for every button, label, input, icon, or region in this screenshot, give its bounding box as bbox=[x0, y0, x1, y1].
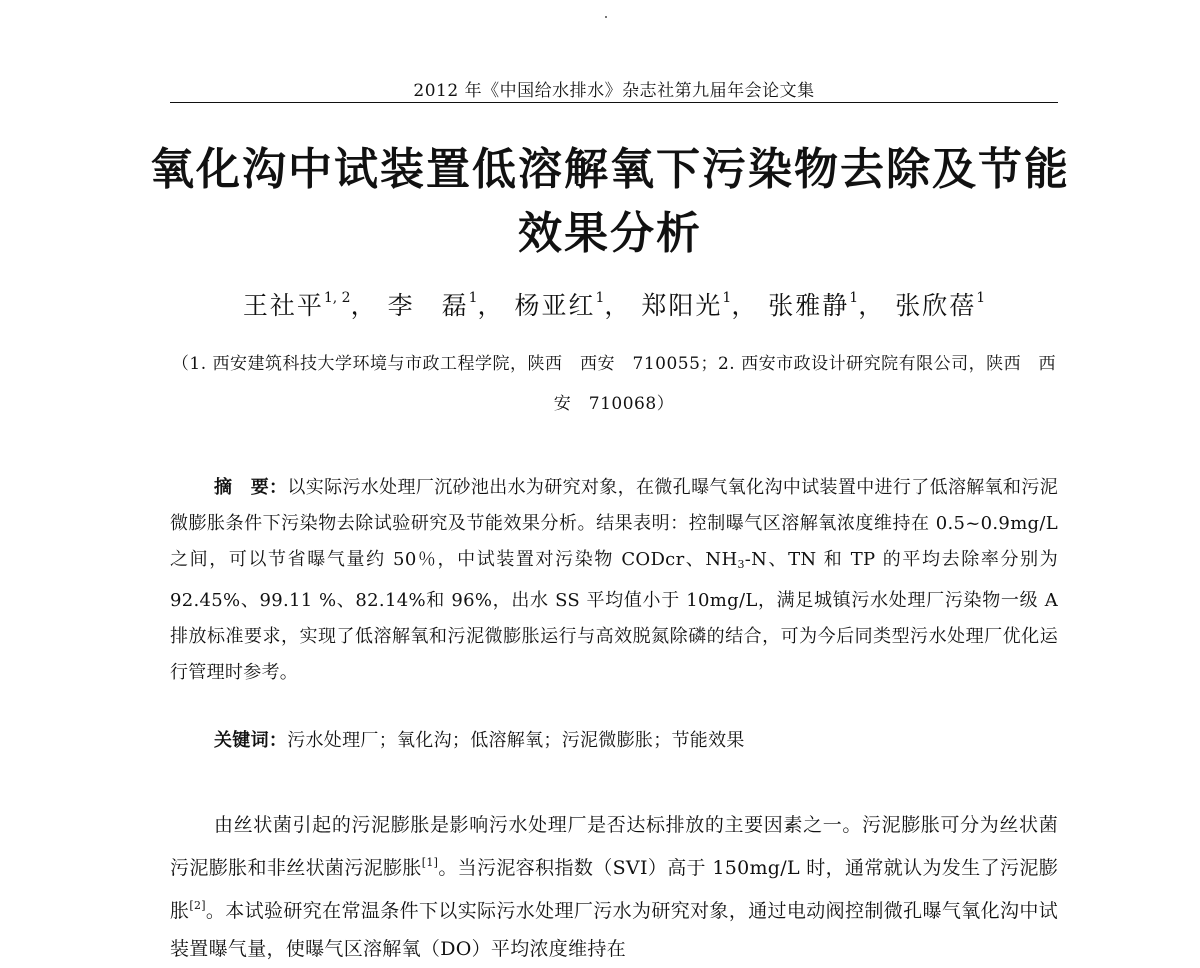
author-affil-sup: 1 bbox=[595, 290, 605, 306]
author-separator: ， bbox=[604, 291, 632, 320]
author-affil-sup: 1 bbox=[849, 290, 859, 306]
abstract-text: 以实际污水处理厂沉砂池出水为研究对象，在微孔曝气氧化沟中试装置中进行了低溶解氧和污泥微膨胀条件下污染物去除试验研究及节能效果分析。结果表明：控制曝气区溶解氧浓度维持在 0.5~0.9mg/L 之间，可以节省曝气量约 50％，中试装置对污染物 CODcr、NH bbox=[170, 477, 1058, 570]
author-separator: ， bbox=[477, 291, 505, 320]
author-name: 张欣蓓 bbox=[895, 291, 977, 320]
author-name: 张雅静 bbox=[768, 291, 850, 320]
author-affil-sup: 1, 2 bbox=[323, 290, 351, 306]
paper-title: 氧化沟中试装置低溶解氧下污染物去除及节能效果分析 bbox=[150, 144, 1070, 259]
body-paragraph bbox=[170, 806, 1058, 968]
keywords-label: 关键词： bbox=[214, 730, 288, 751]
keywords bbox=[214, 723, 1058, 759]
author-separator: ， bbox=[350, 291, 378, 320]
author-affil-sup: 1 bbox=[468, 290, 478, 306]
author-affil-sup: 1 bbox=[722, 290, 732, 306]
keywords-text: 污水处理厂；氧化沟；低溶解氧；污泥微膨胀；节能效果 bbox=[287, 730, 745, 751]
running-header: 2012 年《中国给水排水》杂志社第九届年会论文集 bbox=[413, 81, 815, 101]
scan-dot bbox=[605, 16, 607, 18]
body-text: 由丝状菌引起的污泥膨胀是影响污水处理厂是否达标排放的主要因素之一。污泥膨胀可分为丝状菌污泥膨胀和非丝状菌污泥膨胀 bbox=[170, 814, 1058, 879]
author-separator: ， bbox=[858, 291, 886, 320]
author-list bbox=[170, 286, 1058, 322]
header-rule bbox=[170, 102, 1058, 103]
body-text-cont: 。当污泥容积指数（SVI）高于 150mg/L 时，通常就认为发生了污泥膨胀 bbox=[170, 857, 1058, 922]
affiliation: （1. 西安建筑科技大学环境与市政工程学院，陕西 西安 710055；2. 西安市政设计研究院有限公司，陕西 西安 710068） bbox=[171, 354, 1057, 414]
author-separator: ， bbox=[731, 291, 759, 320]
citation: [2] bbox=[189, 899, 206, 912]
abstract-label: 摘 要： bbox=[214, 477, 288, 498]
author-name: 郑阳光 bbox=[641, 291, 723, 320]
body-text-cont: 。本试验研究在常温条件下以实际污水处理厂污水为研究对象，通过电动阀控制微孔曝气氧化沟中试装置曝气量，使曝气区溶解氧（DO）平均浓度维持在 bbox=[170, 900, 1058, 960]
citation: [1] bbox=[421, 856, 439, 869]
author-name: 王社平 bbox=[242, 291, 324, 320]
author-name: 杨亚红 bbox=[514, 291, 596, 320]
author-affil-sup: 1 bbox=[976, 290, 986, 306]
author-name: 李 磊 bbox=[387, 291, 469, 320]
abstract bbox=[170, 470, 1058, 691]
abstract-text-cont: -N、TN 和 TP 的平均去除率分别为 92.45%、99.11 %、82.14%和 96%，出水 SS 平均值小于 10mg/L，满足城镇污水处理厂污染物一级 A 排放标准要求，实现了低溶解氧和污泥微膨胀运行与高效脱氮除磷的结合，可为今后同类型污水处理厂优化运行管理时参考。 bbox=[170, 549, 1058, 683]
subscript: 3 bbox=[737, 558, 745, 571]
